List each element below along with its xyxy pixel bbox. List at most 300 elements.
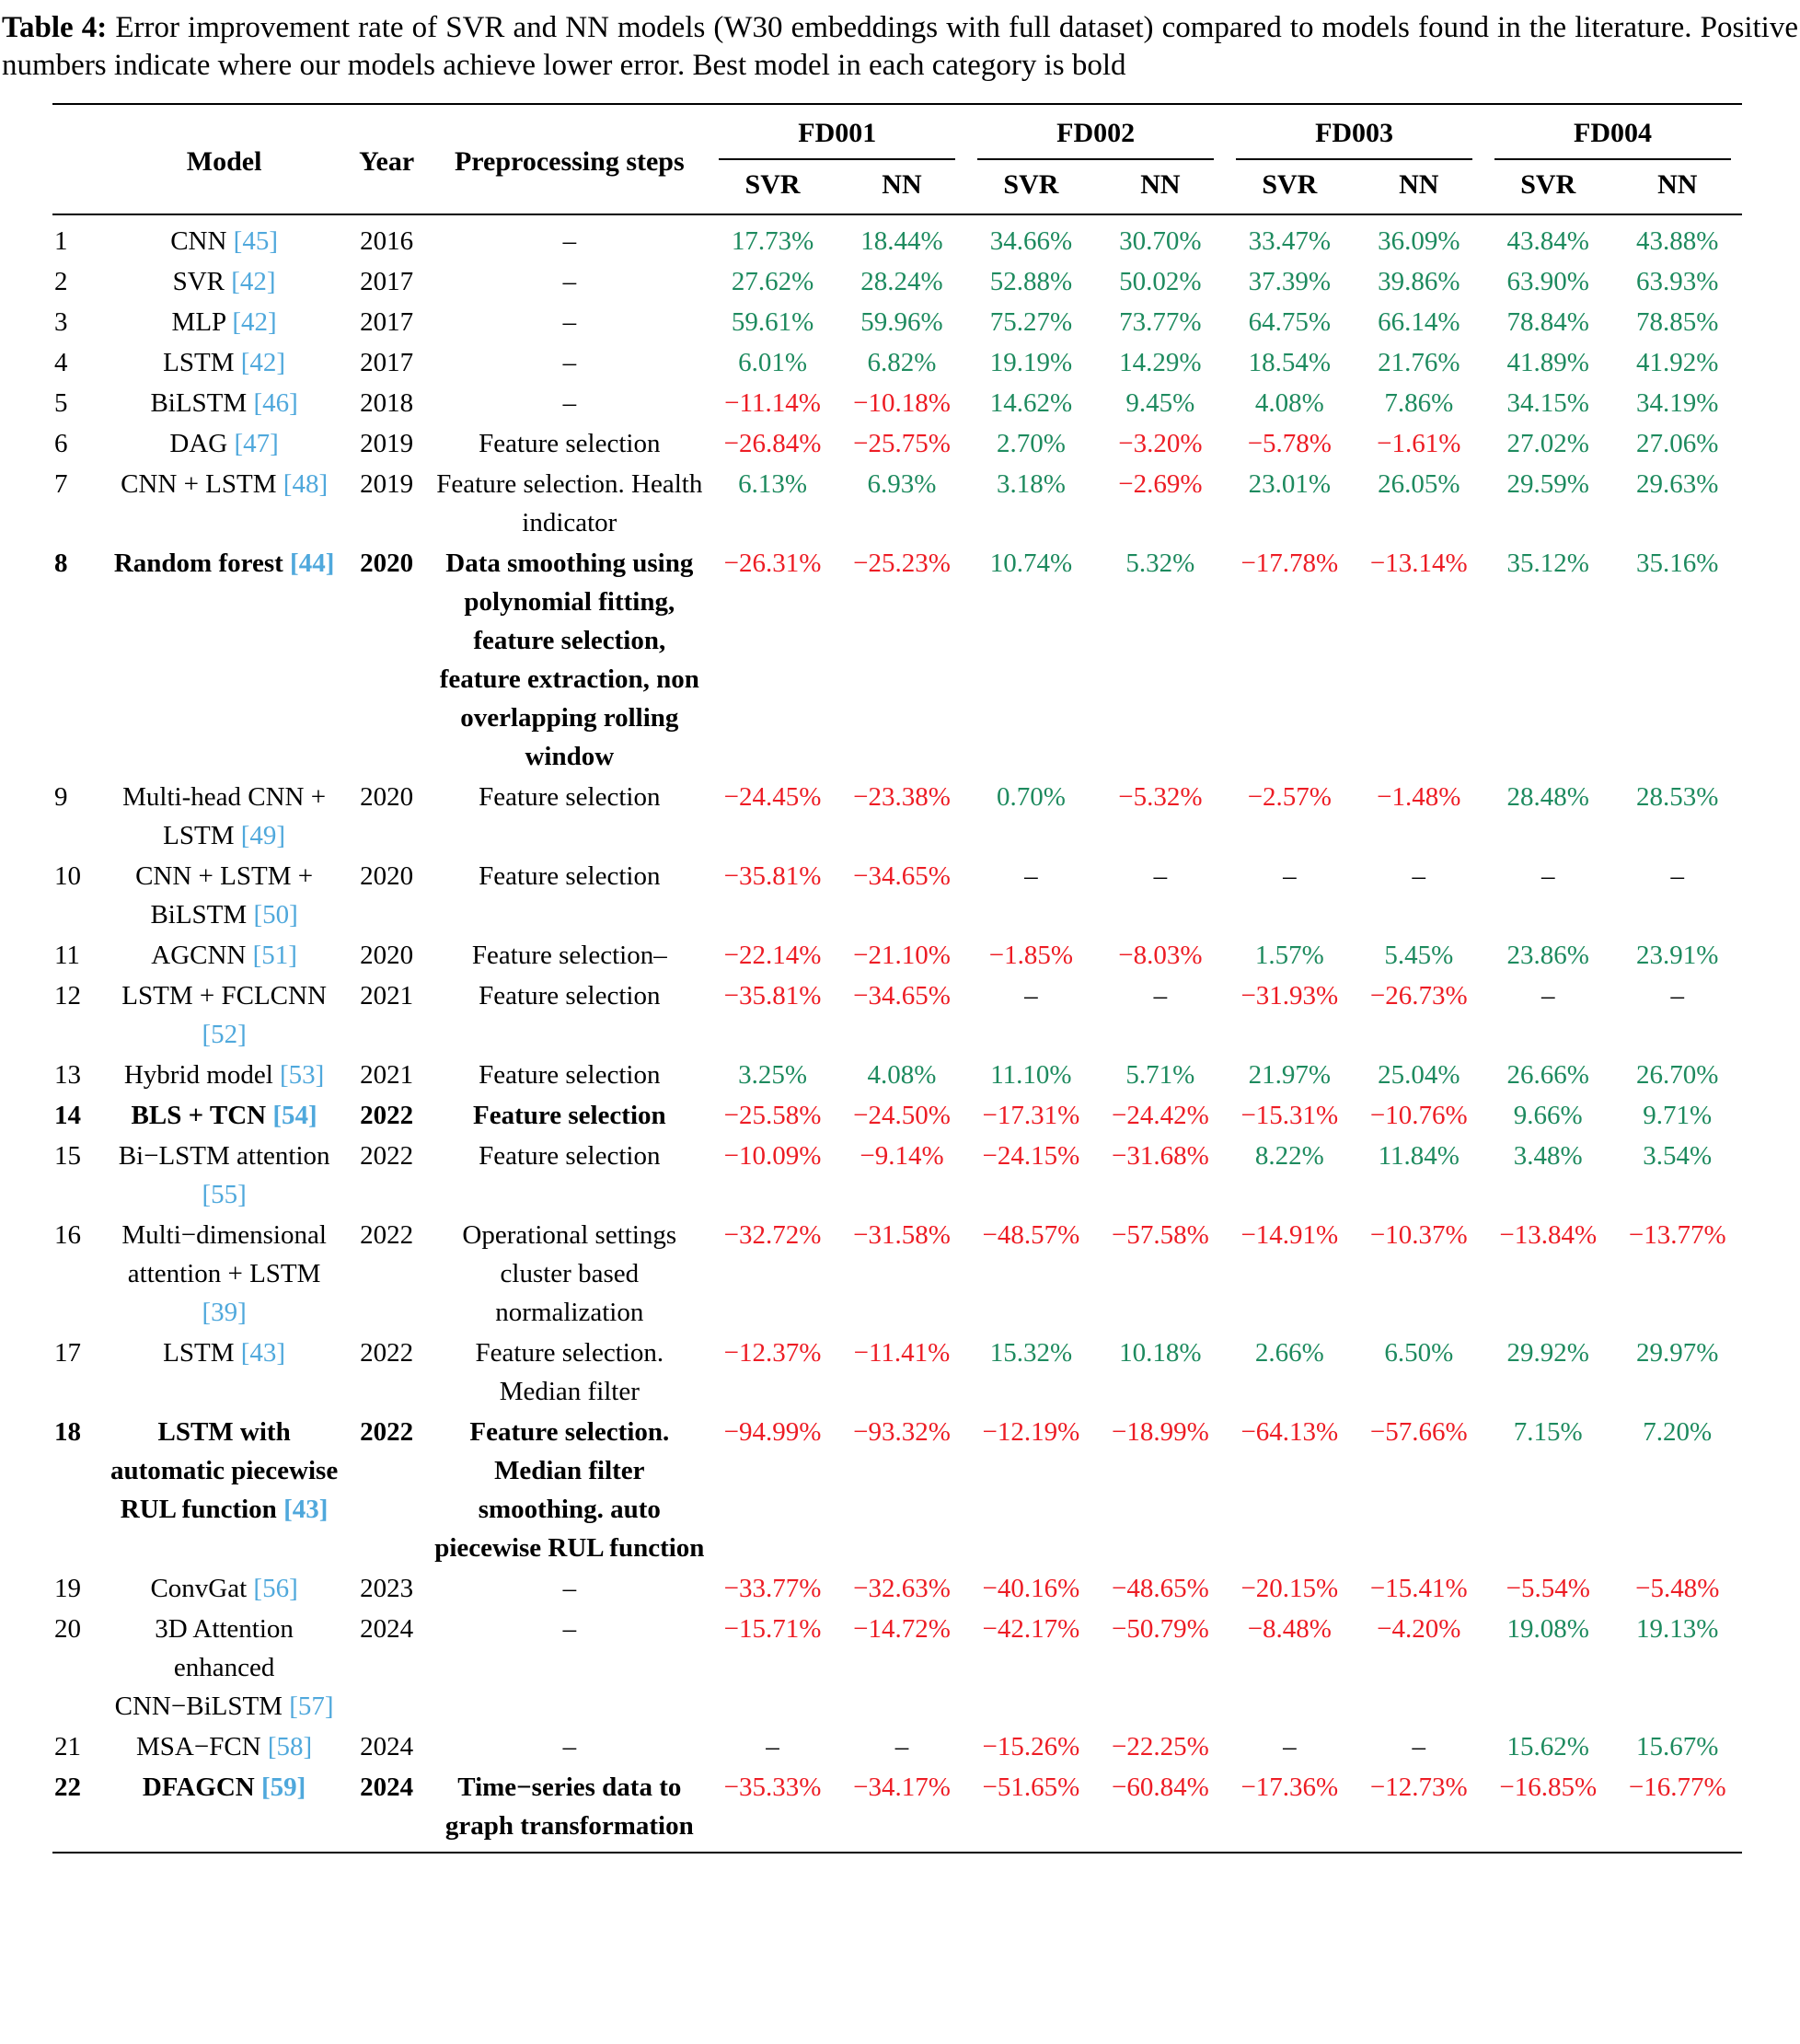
preprocessing-cell: Feature selection. Median filter (475, 1338, 664, 1406)
value-cell: −48.57% (982, 1220, 1080, 1250)
value-cell: 59.61% (731, 307, 814, 337)
value-cell: 23.86% (1506, 941, 1589, 970)
year-cell: 2022 (360, 1338, 414, 1368)
value-cell: −25.58% (723, 1101, 822, 1130)
value-cell: 18.54% (1248, 348, 1332, 377)
value-cell: – (1153, 981, 1168, 1010)
value-cell: −21.10% (853, 941, 951, 970)
value-cell: −13.14% (1369, 549, 1468, 578)
table-row (52, 1136, 1742, 1215)
value-cell: 34.66% (989, 226, 1073, 256)
citation-link[interactable]: [44] (290, 549, 335, 578)
value-cell: −1.61% (1377, 429, 1461, 458)
header-year: Year (342, 104, 431, 214)
year-cell: 2016 (360, 226, 414, 256)
value-cell: 9.66% (1513, 1101, 1583, 1130)
value-cell: 64.75% (1248, 307, 1332, 337)
preprocessing-cell: Feature selection (479, 981, 661, 1010)
citation-link[interactable]: [53] (280, 1060, 325, 1090)
value-cell: 2.66% (1254, 1338, 1324, 1368)
row-number: 18 (54, 1417, 81, 1447)
value-cell: 27.62% (731, 267, 814, 296)
value-cell: −22.25% (1112, 1732, 1209, 1761)
table-row (52, 302, 1742, 342)
value-cell: – (894, 1732, 909, 1761)
value-cell: −34.17% (853, 1773, 951, 1802)
table-row (52, 1412, 1742, 1568)
value-cell: −20.15% (1240, 1574, 1339, 1603)
header-nn: NN (1096, 164, 1225, 214)
preprocessing-cell: – (562, 1614, 577, 1644)
citation-link[interactable]: [52] (202, 1020, 247, 1049)
value-cell: −25.23% (853, 549, 951, 578)
year-cell: 2017 (360, 267, 414, 296)
value-cell: 28.48% (1506, 782, 1589, 812)
value-cell: 9.71% (1643, 1101, 1713, 1130)
value-cell: −51.65% (982, 1773, 1080, 1802)
caption-text: Error improvement rate of SVR and NN models (W30 embeddings with full dataset) compared to models found in the literature. Positive numbers indicate where our models achieve lower error. Best model in each category is bold (2, 11, 1798, 82)
value-cell: 29.63% (1636, 469, 1719, 499)
year-cell: 2017 (360, 348, 414, 377)
row-number: 2 (54, 267, 68, 296)
value-cell: 15.67% (1636, 1732, 1719, 1761)
citation-link[interactable]: [50] (253, 900, 298, 930)
value-cell: −24.50% (853, 1101, 951, 1130)
model-cell: MLP [42] (171, 307, 277, 337)
year-cell: 2022 (360, 1101, 414, 1130)
value-cell: 28.24% (860, 267, 943, 296)
row-number: 7 (54, 469, 68, 499)
value-cell: −50.79% (1112, 1614, 1209, 1644)
value-cell: – (1670, 981, 1684, 1010)
value-cell: 35.16% (1636, 549, 1719, 578)
year-cell: 2021 (360, 981, 414, 1010)
value-cell: −32.63% (853, 1574, 951, 1603)
value-cell: – (1412, 861, 1426, 891)
value-cell: 0.70% (996, 782, 1066, 812)
value-cell: 8.22% (1254, 1141, 1324, 1171)
value-cell: 43.84% (1506, 226, 1589, 256)
value-cell: −31.58% (853, 1220, 951, 1250)
value-cell: – (1283, 1732, 1297, 1761)
table-row (52, 777, 1742, 856)
results-table (52, 103, 1742, 1853)
value-cell: 30.70% (1119, 226, 1202, 256)
value-cell: 34.19% (1636, 388, 1719, 418)
value-cell: 2.70% (996, 429, 1066, 458)
value-cell: 18.44% (860, 226, 943, 256)
value-cell: 11.10% (990, 1060, 1072, 1090)
table-row (52, 1568, 1742, 1609)
citation-link[interactable]: [43] (283, 1495, 329, 1524)
citation-link[interactable]: [47] (234, 429, 279, 458)
preprocessing-cell: Feature selection (479, 782, 661, 812)
value-cell: −15.26% (982, 1732, 1080, 1761)
citation-link[interactable]: [48] (283, 469, 329, 499)
row-number: 20 (54, 1614, 81, 1644)
citation-link[interactable]: [45] (233, 226, 278, 256)
value-cell: −18.99% (1112, 1417, 1209, 1447)
value-cell: 7.86% (1384, 388, 1454, 418)
value-cell: 75.27% (989, 307, 1073, 337)
model-cell: DAG [47] (169, 429, 279, 458)
value-cell: – (1540, 861, 1555, 891)
value-cell: −34.65% (853, 861, 951, 891)
value-cell: 41.92% (1636, 348, 1719, 377)
year-cell: 2020 (360, 941, 414, 970)
citation-link[interactable]: [55] (202, 1180, 247, 1209)
preprocessing-cell: – (562, 1574, 577, 1603)
value-cell: −26.31% (723, 549, 822, 578)
value-cell: 23.91% (1636, 941, 1719, 970)
value-cell: 36.09% (1378, 226, 1460, 256)
value-cell: 41.89% (1506, 348, 1589, 377)
table-row (52, 1609, 1742, 1726)
value-cell: 9.45% (1125, 388, 1195, 418)
citation-link[interactable]: [59] (261, 1773, 306, 1802)
row-number: 19 (54, 1574, 81, 1603)
year-cell: 2022 (360, 1417, 414, 1447)
value-cell: 35.12% (1506, 549, 1589, 578)
value-cell: 21.76% (1378, 348, 1460, 377)
citation-link[interactable]: [51] (252, 941, 297, 970)
model-cell: CNN + LSTM + BiLSTM [50] (135, 861, 314, 930)
row-number: 10 (54, 861, 81, 891)
model-cell: BLS + TCN [54] (131, 1101, 317, 1130)
value-cell: 4.08% (867, 1060, 937, 1090)
row-number: 21 (54, 1732, 81, 1761)
value-cell: −8.48% (1247, 1614, 1332, 1644)
value-cell: −57.66% (1369, 1417, 1468, 1447)
value-cell: 19.13% (1636, 1614, 1719, 1644)
model-cell: AGCNN [51] (151, 941, 297, 970)
row-number: 1 (54, 226, 68, 256)
value-cell: −35.81% (723, 861, 822, 891)
value-cell: – (1024, 981, 1038, 1010)
year-cell: 2020 (360, 782, 414, 812)
row-number: 17 (54, 1338, 81, 1368)
citation-link[interactable]: [43] (240, 1338, 286, 1368)
model-cell: BiLSTM [46] (150, 388, 298, 418)
row-number: 9 (54, 782, 68, 812)
value-cell: −60.84% (1112, 1773, 1209, 1802)
value-cell: −32.72% (723, 1220, 822, 1250)
value-cell: −9.14% (860, 1141, 944, 1171)
table-row (52, 976, 1742, 1055)
value-cell: 27.06% (1636, 429, 1719, 458)
header-svr: SVR (708, 164, 837, 214)
value-cell: −12.19% (982, 1417, 1080, 1447)
value-cell: −17.78% (1240, 549, 1339, 578)
value-cell: −42.17% (982, 1614, 1080, 1644)
value-cell: 29.97% (1636, 1338, 1719, 1368)
group-header-row (52, 104, 1742, 164)
model-cell: SVR [42] (172, 267, 276, 296)
table-body (52, 214, 1742, 1853)
citation-link[interactable]: [49] (240, 821, 286, 850)
value-cell: 15.62% (1506, 1732, 1589, 1761)
value-cell: −35.81% (723, 981, 822, 1010)
citation-link[interactable]: [46] (253, 388, 298, 418)
model-cell: 3D Attention enhanced CNN−BiLSTM [57] (114, 1614, 334, 1721)
model-cell: LSTM + FCLCNN [52] (121, 981, 327, 1049)
header-group-fd004: FD004 (1483, 104, 1742, 164)
value-cell: 5.45% (1384, 941, 1454, 970)
model-cell: DFAGCN [59] (142, 1773, 306, 1802)
value-cell: −5.48% (1635, 1574, 1720, 1603)
value-cell: – (1412, 1732, 1426, 1761)
citation-link[interactable]: [39] (202, 1298, 247, 1327)
value-cell: −93.32% (853, 1417, 951, 1447)
value-cell: −23.38% (853, 782, 951, 812)
value-cell: – (1540, 981, 1555, 1010)
value-cell: 17.73% (731, 226, 814, 256)
value-cell: – (1283, 861, 1297, 891)
value-cell: – (1670, 861, 1684, 891)
value-cell: 66.14% (1378, 307, 1460, 337)
header-nn: NN (1612, 164, 1742, 214)
row-number: 6 (54, 429, 68, 458)
preprocessing-cell: Feature selection (479, 861, 661, 891)
value-cell: 6.50% (1384, 1338, 1454, 1368)
value-cell: 6.13% (738, 469, 807, 499)
preprocessing-cell: Feature selection. Median filter smoothing. auto piecewise RUL function (434, 1417, 705, 1563)
value-cell: −10.76% (1369, 1101, 1468, 1130)
value-cell: 21.97% (1248, 1060, 1332, 1090)
value-cell: 1.57% (1254, 941, 1324, 970)
year-cell: 2024 (360, 1773, 414, 1802)
citation-link[interactable]: [42] (232, 307, 277, 337)
value-cell: −34.65% (853, 981, 951, 1010)
table-row (52, 383, 1742, 423)
value-cell: 3.48% (1513, 1141, 1583, 1171)
value-cell: 43.88% (1636, 226, 1719, 256)
row-number: 16 (54, 1220, 81, 1250)
value-cell: 37.39% (1248, 267, 1332, 296)
header-svr: SVR (966, 164, 1095, 214)
row-number: 12 (54, 981, 81, 1010)
value-cell: −3.20% (1118, 429, 1203, 458)
row-number: 22 (54, 1773, 81, 1802)
header-group-fd003: FD003 (1225, 104, 1483, 164)
citation-link[interactable]: [54] (272, 1101, 317, 1130)
value-cell: 78.84% (1506, 307, 1589, 337)
value-cell: −15.71% (723, 1614, 822, 1644)
value-cell: −12.73% (1369, 1773, 1468, 1802)
year-cell: 2020 (360, 549, 414, 578)
value-cell: −14.72% (853, 1614, 951, 1644)
header-group-fd002: FD002 (966, 104, 1225, 164)
value-cell: 50.02% (1119, 267, 1202, 296)
value-cell: −57.58% (1112, 1220, 1209, 1250)
value-cell: 14.29% (1119, 348, 1202, 377)
header-svr: SVR (1225, 164, 1354, 214)
table-row (52, 856, 1742, 935)
header-preprocessing: Preprocessing steps (431, 104, 708, 214)
value-cell: 78.85% (1636, 307, 1719, 337)
value-cell: 6.93% (867, 469, 937, 499)
model-cell: MSA−FCN [58] (135, 1732, 313, 1761)
year-cell: 2017 (360, 307, 414, 337)
value-cell: 5.32% (1125, 549, 1195, 578)
preprocessing-cell: Feature selection– (471, 941, 667, 970)
table-row (52, 342, 1742, 383)
value-cell: 7.15% (1513, 1417, 1583, 1447)
value-cell: 34.15% (1506, 388, 1589, 418)
table-row (52, 1333, 1742, 1412)
value-cell: 14.62% (989, 388, 1073, 418)
value-cell: 6.82% (867, 348, 937, 377)
value-cell: −5.78% (1247, 429, 1332, 458)
value-cell: 28.53% (1636, 782, 1719, 812)
preprocessing-cell: Data smoothing using polynomial fitting, feature selection, feature extraction, non overlapping rolling window (439, 549, 699, 771)
value-cell: −12.37% (723, 1338, 822, 1368)
preprocessing-cell: – (562, 388, 577, 418)
value-cell: 39.86% (1378, 267, 1460, 296)
table-row (52, 1055, 1742, 1095)
preprocessing-cell: – (562, 307, 577, 337)
value-cell: −15.31% (1240, 1101, 1339, 1130)
value-cell: −64.13% (1240, 1417, 1339, 1447)
value-cell: −10.18% (853, 388, 951, 418)
row-number: 14 (54, 1101, 81, 1130)
value-cell: −1.48% (1377, 782, 1461, 812)
citation-link[interactable]: [42] (240, 348, 286, 377)
value-cell: 23.01% (1248, 469, 1332, 499)
value-cell: 26.70% (1636, 1060, 1719, 1090)
value-cell: −94.99% (723, 1417, 822, 1447)
value-cell: 26.05% (1378, 469, 1460, 499)
value-cell: −31.68% (1112, 1141, 1209, 1171)
header-model: Model (106, 104, 342, 214)
value-cell: −2.69% (1118, 469, 1203, 499)
value-cell: −26.73% (1369, 981, 1468, 1010)
citation-link[interactable]: [56] (253, 1574, 298, 1603)
value-cell: −8.03% (1118, 941, 1203, 970)
value-cell: −24.45% (723, 782, 822, 812)
row-number: 5 (54, 388, 68, 418)
table-row (52, 1215, 1742, 1333)
value-cell: 63.93% (1636, 267, 1719, 296)
value-cell: −2.57% (1247, 782, 1332, 812)
row-number: 4 (54, 348, 68, 377)
model-cell: CNN [45] (170, 226, 278, 256)
value-cell: 5.71% (1125, 1060, 1195, 1090)
year-cell: 2019 (360, 429, 414, 458)
citation-link[interactable]: [58] (267, 1732, 313, 1761)
value-cell: – (766, 1732, 779, 1761)
value-cell: −10.37% (1369, 1220, 1468, 1250)
model-cell: Bi−LSTM attention [55] (118, 1141, 330, 1209)
model-cell: LSTM [43] (163, 1338, 286, 1368)
preprocessing-cell: – (562, 348, 577, 377)
table-row (52, 423, 1742, 464)
value-cell: −31.93% (1240, 981, 1339, 1010)
header-nn: NN (837, 164, 966, 214)
value-cell: 29.59% (1506, 469, 1589, 499)
year-cell: 2022 (360, 1220, 414, 1250)
model-cell: LSTM with automatic piecewise RUL function [43] (110, 1417, 339, 1524)
value-cell: 10.18% (1119, 1338, 1202, 1368)
value-cell: −17.36% (1240, 1773, 1339, 1802)
table-row (52, 464, 1742, 543)
value-cell: – (1153, 861, 1168, 891)
value-cell: −24.15% (982, 1141, 1080, 1171)
value-cell: −17.31% (982, 1101, 1080, 1130)
value-cell: −16.85% (1499, 1773, 1598, 1802)
row-number: 3 (54, 307, 68, 337)
model-cell: LSTM [42] (163, 348, 286, 377)
value-cell: −15.41% (1369, 1574, 1468, 1603)
model-cell: CNN + LSTM [48] (121, 469, 329, 499)
value-cell: 3.18% (996, 469, 1066, 499)
value-cell: −26.84% (723, 429, 822, 458)
preprocessing-cell: Feature selection (472, 1101, 666, 1130)
table-row (52, 543, 1742, 777)
value-cell: 6.01% (738, 348, 807, 377)
value-cell: 19.08% (1506, 1614, 1589, 1644)
value-cell: −13.84% (1499, 1220, 1598, 1250)
header-num-spacer (52, 104, 106, 214)
table-row (52, 1095, 1742, 1136)
year-cell: 2019 (360, 469, 414, 499)
value-cell: −40.16% (982, 1574, 1080, 1603)
table-row (52, 214, 1742, 261)
value-cell: −13.77% (1628, 1220, 1726, 1250)
value-cell: −5.32% (1118, 782, 1203, 812)
table-caption (2, 9, 1798, 85)
model-cell: Multi−dimensional attention + LSTM [39] (121, 1220, 327, 1327)
caption-label: Table 4: (2, 11, 108, 44)
header-nn: NN (1355, 164, 1483, 214)
preprocessing-cell: Feature selection (479, 1060, 661, 1090)
row-number: 8 (54, 549, 68, 578)
value-cell: −35.33% (723, 1773, 822, 1802)
value-cell: 26.66% (1506, 1060, 1589, 1090)
value-cell: −1.85% (988, 941, 1074, 970)
value-cell: 73.77% (1119, 307, 1202, 337)
table-row (52, 935, 1742, 976)
value-cell: −25.75% (853, 429, 951, 458)
table-row (52, 261, 1742, 302)
value-cell: 4.08% (1254, 388, 1324, 418)
model-cell: ConvGat [56] (150, 1574, 298, 1603)
header-svr: SVR (1483, 164, 1612, 214)
value-cell: −10.09% (723, 1141, 822, 1171)
value-cell: 3.54% (1643, 1141, 1713, 1171)
citation-link[interactable]: [57] (289, 1692, 334, 1721)
value-cell: −11.14% (724, 388, 821, 418)
table-row (52, 1726, 1742, 1767)
value-cell: 25.04% (1378, 1060, 1460, 1090)
model-cell: Hybrid model [53] (123, 1060, 325, 1090)
row-number: 13 (54, 1060, 81, 1090)
preprocessing-cell: Operational settings cluster based normalization (462, 1220, 677, 1327)
value-cell: 3.25% (738, 1060, 807, 1090)
preprocessing-cell: Feature selection (479, 1141, 661, 1171)
year-cell: 2024 (360, 1614, 414, 1644)
preprocessing-cell: Feature selection (479, 429, 661, 458)
citation-link[interactable]: [42] (231, 267, 276, 296)
preprocessing-cell: – (562, 226, 577, 256)
value-cell: 15.32% (989, 1338, 1073, 1368)
year-cell: 2020 (360, 861, 414, 891)
preprocessing-cell: – (562, 267, 577, 296)
model-cell: Random forest [44] (113, 549, 335, 578)
year-cell: 2023 (360, 1574, 414, 1603)
preprocessing-cell: – (562, 1732, 577, 1761)
value-cell: −4.20% (1377, 1614, 1461, 1644)
